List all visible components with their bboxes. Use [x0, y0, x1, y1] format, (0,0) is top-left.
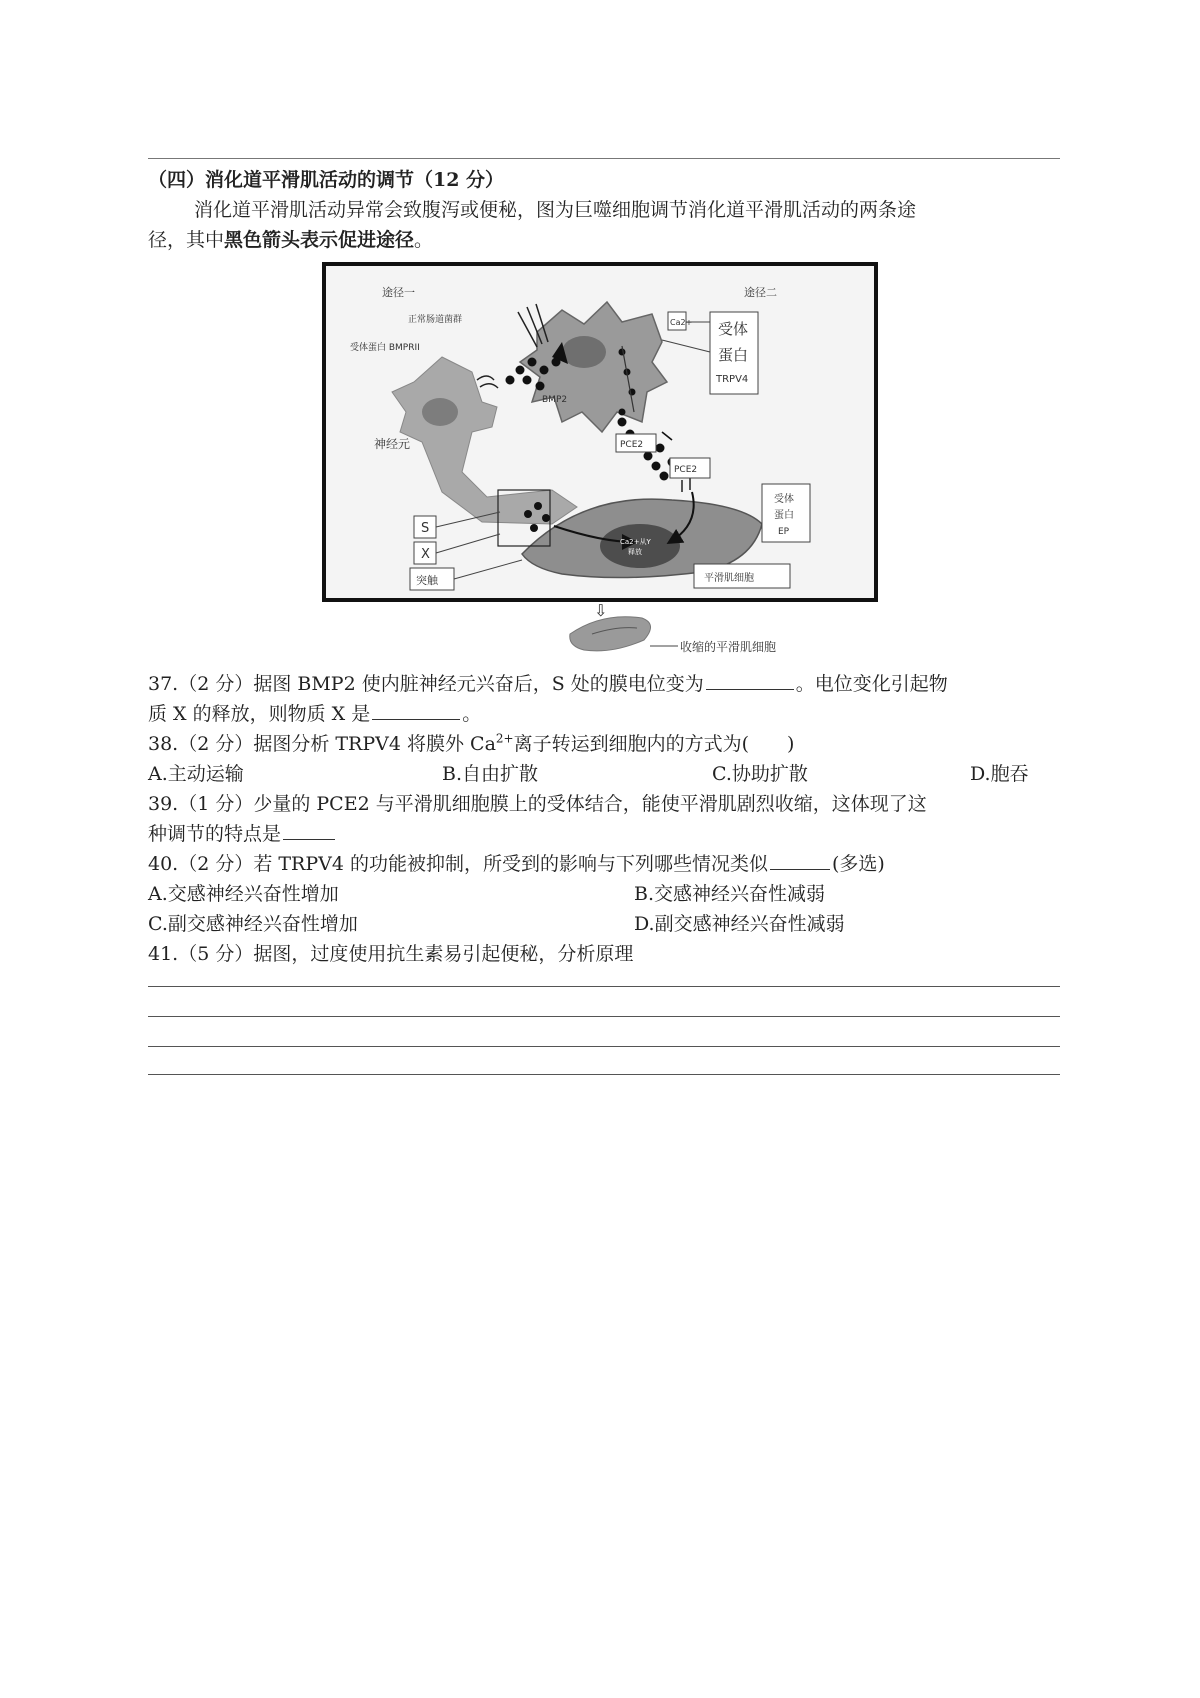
q39-line-1: 39.（1 分）少量的 PCE2 与平滑肌细胞膜上的受体结合，能使平滑肌剧烈收缩，这体现了这: [148, 793, 927, 815]
section-title: （四）消化道平滑肌活动的调节（12 分）: [148, 169, 505, 191]
diagram-svg: [322, 262, 882, 658]
q38-stem: [148, 730, 1060, 758]
label-trpv4-3: TRPV4: [716, 374, 749, 385]
q40-option-a[interactable]: A.交感神经兴奋性增加: [148, 883, 339, 905]
label-smooth-muscle: 平滑肌细胞: [704, 573, 754, 584]
label-trpv4-2: 蛋白: [718, 346, 749, 364]
label-bmprii: 受体蛋白 BMPRII: [350, 343, 420, 353]
label-neuron: 神经元: [374, 437, 411, 451]
q39-line-2: [148, 820, 1060, 848]
down-arrow-icon: ⇩: [594, 601, 608, 620]
label-path1: 途径一: [382, 286, 415, 299]
intro-line-2-c: 。: [414, 229, 434, 251]
q38-text-a: 38.（2 分）据图分析 TRPV4 将膜外 Ca: [148, 733, 496, 755]
q38-option-a[interactable]: A.主动运输: [148, 763, 244, 785]
label-contracted: 收缩的平滑肌细胞: [680, 640, 777, 654]
q37-text-a: 37.（2 分）据图 BMP2 使内脏神经元兴奋后，S 处的膜电位变为: [148, 673, 704, 695]
q37-text-c: 质 X 的释放，则物质 X 是: [148, 703, 371, 725]
answer-line-1[interactable]: [148, 986, 1060, 987]
answer-line-4[interactable]: [148, 1074, 1060, 1075]
top-rule: [148, 158, 1060, 159]
intro-line-2: [148, 226, 1060, 254]
intro-emphasis: 黑色箭头表示促进途径: [224, 229, 415, 251]
q39-text: 种调节的特点是: [148, 823, 282, 845]
q38-option-c[interactable]: C.协助扩散: [712, 763, 808, 785]
label-ep-1: 受体: [774, 494, 794, 505]
q37-blank-2[interactable]: [372, 701, 460, 720]
neuron-nucleus: [422, 398, 458, 426]
q37-line-1: [148, 670, 1060, 698]
q40-text-b: (多选): [832, 853, 885, 875]
q41-stem: 41.（5 分）据图，过度使用抗生素易引起便秘，分析原理: [148, 943, 634, 965]
label-ep-2: 蛋白: [774, 510, 794, 521]
label-pce2-a: PCE2: [620, 440, 644, 450]
label-trpv4-1: 受体: [718, 320, 749, 338]
q38-option-d[interactable]: D.胞吞: [970, 763, 1029, 785]
q37-line-2: [148, 700, 1060, 728]
label-path2: 途径二: [744, 286, 777, 299]
q38-text-b: 离子转运到细胞内的方式为( ): [513, 733, 795, 755]
q40-option-c[interactable]: C.副交感神经兴奋性增加: [148, 913, 358, 935]
q38-option-b[interactable]: B.自由扩散: [442, 763, 539, 785]
macrophage-nucleus: [562, 336, 606, 368]
label-synapse: 突触: [416, 574, 438, 587]
answer-line-2[interactable]: [148, 1016, 1060, 1017]
label-s: S: [421, 521, 430, 536]
label-bacteria: 正常肠道菌群: [408, 315, 463, 325]
q37-text-d: 。: [462, 703, 482, 725]
contracted-cell: [570, 617, 651, 651]
q39-blank[interactable]: [283, 821, 335, 840]
label-ep-3: EP: [778, 527, 790, 537]
answer-line-3[interactable]: [148, 1046, 1060, 1047]
q38-superscript: 2+: [495, 731, 514, 746]
q40-text-a: 40.（2 分）若 TRPV4 的功能被抑制，所受到的影响与下列哪些情况类似: [148, 853, 768, 875]
q40-blank[interactable]: [770, 851, 830, 870]
q40-stem: [148, 850, 1060, 878]
diagram-figure: [322, 262, 882, 658]
label-nucleus-2: 释放: [628, 548, 642, 556]
q40-option-b[interactable]: B.交感神经兴奋性减弱: [634, 883, 826, 905]
label-nucleus-1: Ca2+从Y: [620, 538, 651, 546]
q40-option-d[interactable]: D.副交感神经兴奋性减弱: [634, 913, 845, 935]
label-x: X: [421, 547, 430, 562]
smooth-muscle-nucleus: [600, 524, 680, 568]
label-pce2-b: PCE2: [674, 465, 698, 475]
label-ca: Ca2+: [670, 318, 693, 327]
intro-line-1: 消化道平滑肌活动异常会致腹泻或便秘，图为巨噬细胞调节消化道平滑肌活动的两条途: [194, 199, 917, 221]
intro-line-2-a: 径，其中: [148, 229, 225, 251]
q37-text-b: 。电位变化引起物: [795, 673, 948, 695]
q37-blank-1[interactable]: [706, 671, 794, 690]
label-bmp2: BMP2: [542, 395, 568, 405]
